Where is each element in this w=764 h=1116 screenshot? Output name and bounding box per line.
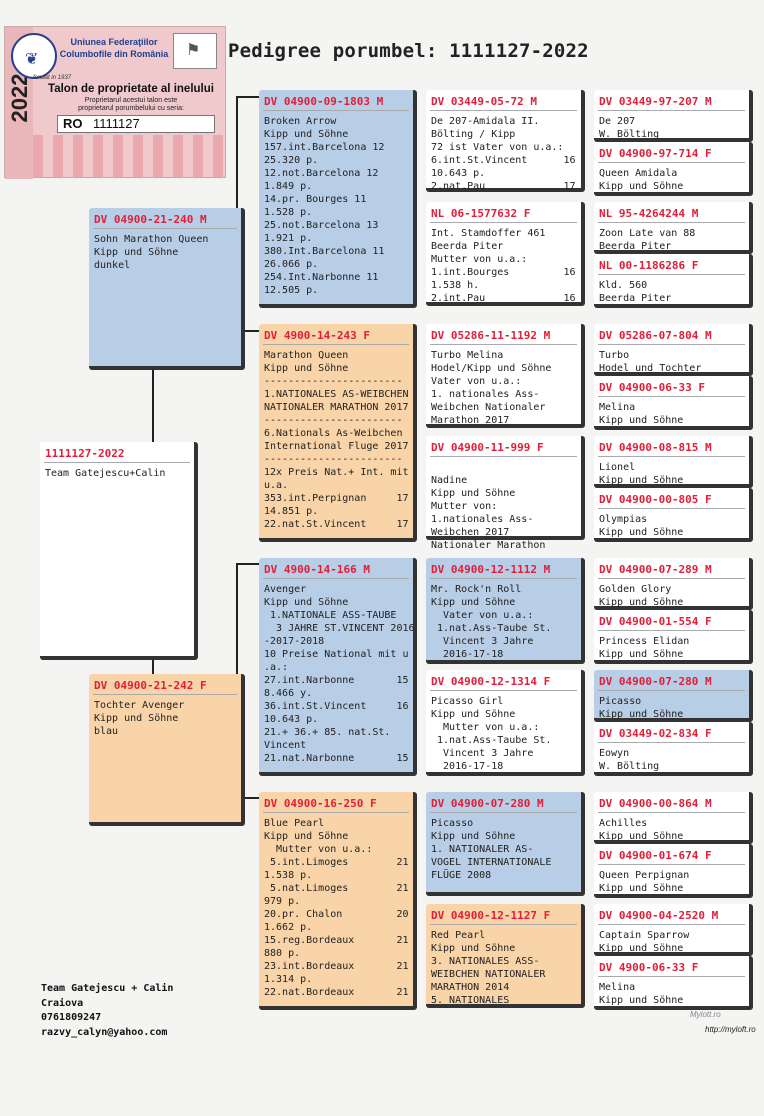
ancestor-card-g5 xyxy=(594,324,753,376)
card-body: Turbo Melina Hodel/Kipp und Söhne Vater von u.a.: 1. nationales Ass- Weibchen Nationaler Marathon 2017 xyxy=(431,350,552,426)
card-body: Avenger Kipp und Söhne 1.NATIONALE ASS-TAUBE 3 JAHRE ST.VINCENT 2016 -2017-2018 10 Preise National mit u .a.: 27.int.Narbonne 15 8.466 y. 36.int.St.Vincent 16 10.643 p. 21.+ 36.+ 85. nat.St. Vincent 21.nat.Narbonne 15 xyxy=(264,584,415,764)
ring-country-code: RO xyxy=(63,116,83,131)
card-header: DV 04900-08-815 M xyxy=(599,441,712,454)
card-body: Captain Sparrow Kipp und Söhne xyxy=(599,930,690,954)
card-body: Eowyn W. Bölting xyxy=(599,748,660,772)
owner-city: Craiova xyxy=(41,997,84,1009)
owner-email: razvy_calyn@yahoo.com xyxy=(41,1026,168,1038)
owner-info xyxy=(41,982,173,1040)
ancestor-card-g6 xyxy=(594,376,753,430)
ancestor-card-g12 xyxy=(594,722,753,776)
card-header: DV 4900-14-166 M xyxy=(264,563,370,576)
stamp-founded: fondat in 1937 xyxy=(33,75,72,81)
ancestor-card-dsd xyxy=(426,670,585,776)
card-body: Picasso Kipp und Söhne 1. NATIONALER AS- VOGEL INTERNATIONALE FLÜGE 2008 xyxy=(431,818,552,881)
card-body: Mr. Rock'n Roll Kipp und Söhne Vater von u.a.: 1.nat.Ass-Taube St. Vincent 3 Jahre 2016-17-18 xyxy=(431,584,552,660)
stamp-title: Talon de proprietate al inelului xyxy=(48,83,214,95)
card-body: Queen Amidala Kipp und Söhne xyxy=(599,168,684,192)
card-header: DV 04900-12-1112 M xyxy=(431,563,551,576)
ancestor-card-g3 xyxy=(594,202,753,254)
card-body: Princess Elidan Kipp und Söhne xyxy=(599,636,690,660)
source-url: http://myloft.ro xyxy=(705,1025,756,1034)
card-header: DV 4900-14-243 F xyxy=(264,329,370,342)
ancestor-card-ssd xyxy=(426,202,585,306)
stamp-text-line2: proprietarul porumbelului cu seria: xyxy=(78,105,184,112)
card-header: NL 06-1577632 F xyxy=(431,207,531,220)
card-body: Blue Pearl Kipp und Söhne Mutter von u.a.: 5.int.Limoges 21 1.538 p. 5.nat.Limoges 21 979 p. 20.pr. Chalon 20 1.662 p. 15.reg.Bordeaux 21 880 p. 23.int.Bordeaux 21 1.314 p. 22.nat.Bordeaux 21 xyxy=(264,818,409,998)
ancestor-card-ddd xyxy=(426,904,585,1008)
card-body: Turbo Hodel und Tochter xyxy=(599,350,702,374)
card-header: DV 04900-04-2520 M xyxy=(599,909,719,922)
card-header: DV 04900-01-554 F xyxy=(599,615,712,628)
card-body: Golden Glory Kipp und Söhne xyxy=(599,584,684,608)
ancestor-card-sdd xyxy=(426,436,585,551)
card-header: DV 04900-97-714 F xyxy=(599,147,712,160)
card-header: DV 04900-09-1803 M xyxy=(264,95,384,108)
card-header: NL 00-1186286 F xyxy=(599,259,699,272)
card-body: Melina Kipp und Söhne xyxy=(599,402,684,426)
card-body: Tochter Avenger Kipp und Söhne blau xyxy=(94,700,185,737)
owner-phone: 0761809247 xyxy=(41,1012,102,1023)
ancestor-card-g2 xyxy=(594,142,753,196)
card-header: DV 05286-07-804 M xyxy=(599,329,712,342)
owner-name: Team Gatejescu + Calin xyxy=(41,983,174,994)
card-body: Picasso Girl Kipp und Söhne Mutter von u.a.: 1.nat.Ass-Taube St. Vincent 3 Jahre 2016-17-18 xyxy=(431,696,552,772)
card-body: Broken Arrow Kipp und Söhne 157.int.Barcelona 12 25.320 p. 12.not.Barcelona 12 1.849 p. 14.pr. Bourges 11 1.528 p. 25.not.Barcelona 13 1.921 p. 380.Int.Barcelona 11 26.066 p. 254.Int.Narbonne 11 12.505 p. xyxy=(264,116,385,296)
connector xyxy=(236,563,238,676)
card-header: DV 04900-11-999 F xyxy=(431,441,544,454)
ancestor-card-dss xyxy=(426,558,585,664)
sire-dam-card xyxy=(259,324,417,542)
page-title: Pedigree porumbel: 1111127-2022 xyxy=(228,40,589,62)
stamp-pattern xyxy=(33,135,225,177)
card-body: Marathon Queen Kipp und Söhne ----------------------- 1.NATIONALES AS-WEIBCHEN NATIONALER MARATHON 2017 ----------------------- 6.Nationals As-Weibchen International Fluge 2017 ----------------------- 12x Preis Nat.+ Int. mit u.a. 353.int.Perpignan 17 14.851 p. 22.nat.St.Vincent 17 xyxy=(264,350,409,530)
dam-card xyxy=(89,674,245,826)
card-header: DV 04900-07-289 M xyxy=(599,563,712,576)
card-header: NL 95-4264244 M xyxy=(599,207,699,220)
card-header: DV 04900-00-864 M xyxy=(599,797,712,810)
ancestor-card-g10 xyxy=(594,610,753,664)
card-body: Int. Stamdoffer 461 Beerda Piter Mutter von u.a.: 1.int.Bourges 16 1.538 h. 2.int.Pau 16 xyxy=(431,228,576,304)
dove-logo-icon: ❦ xyxy=(11,33,57,79)
ring-ownership-stamp xyxy=(4,26,226,178)
card-body: Lionel Kipp und Söhne xyxy=(599,462,684,486)
card-body: Queen Perpignan Kipp und Söhne xyxy=(599,870,690,894)
card-header: DV 04900-21-240 M xyxy=(94,213,207,226)
ancestor-card-g15 xyxy=(594,904,753,956)
card-body: Red Pearl Kipp und Söhne 3. NATIONALES ASS- WEIBCHEN NATIONALER MARATHON 2014 5. NATIONALES xyxy=(431,930,546,1006)
card-header: DV 03449-05-72 M xyxy=(431,95,537,108)
card-body: Achilles Kipp und Söhne xyxy=(599,818,684,842)
ancestor-card-g1 xyxy=(594,90,753,142)
ancestor-card-g7 xyxy=(594,436,753,488)
ancestor-card-g8 xyxy=(594,488,753,542)
ancestor-card-sss xyxy=(426,90,585,192)
card-header: DV 03449-97-207 M xyxy=(599,95,712,108)
card-body: Olympias Kipp und Söhne xyxy=(599,514,684,538)
card-header: DV 04900-07-280 M xyxy=(599,675,712,688)
card-body: Team Gatejescu+Calin xyxy=(45,468,166,479)
card-body: Sohn Marathon Queen Kipp und Söhne dunkel xyxy=(94,234,209,271)
card-header: 1111127-2022 xyxy=(45,447,125,460)
card-header: DV 4900-06-33 F xyxy=(599,961,699,974)
card-header: DV 04900-00-805 F xyxy=(599,493,712,506)
sire-sire-card xyxy=(259,90,417,308)
ancestor-card-g11 xyxy=(594,670,753,722)
card-body: Picasso Kipp und Söhne xyxy=(599,696,684,720)
card-body: Melina Kipp und Söhne xyxy=(599,982,684,1006)
ancestor-card-g9 xyxy=(594,558,753,610)
card-header: DV 04900-07-280 M xyxy=(431,797,544,810)
ancestor-card-g13 xyxy=(594,792,753,844)
connector xyxy=(152,368,154,444)
card-header: DV 05286-11-1192 M xyxy=(431,329,551,342)
stamp-org-line2: Columbofile din România xyxy=(59,49,169,59)
ring-number: 1111127 xyxy=(93,116,140,131)
ancestor-card-dds xyxy=(426,792,585,896)
stamp-org-line1: Uniunea Federaţiilor xyxy=(70,37,158,47)
dam-sire-card xyxy=(259,558,417,776)
card-body: De 207 W. Bölting xyxy=(599,116,660,140)
card-header: DV 04900-12-1314 F xyxy=(431,675,551,688)
card-header: DV 04900-16-250 F xyxy=(264,797,377,810)
card-body: Zoon Late van 88 Beerda Piter xyxy=(599,228,696,252)
ancestor-card-g4 xyxy=(594,254,753,308)
card-header: DV 04900-01-674 F xyxy=(599,849,712,862)
sire-card xyxy=(89,208,245,370)
card-header: DV 04900-21-242 F xyxy=(94,679,207,692)
card-body: Kld. 560 Beerda Piter xyxy=(599,280,672,304)
card-header: DV 04900-12-1127 F xyxy=(431,909,551,922)
ancestor-card-g14 xyxy=(594,844,753,898)
subject-card xyxy=(40,442,198,660)
ancestor-card-g16 xyxy=(594,956,753,1010)
card-header: DV 04900-06-33 F xyxy=(599,381,705,394)
federation-emblem-icon: ⚑ xyxy=(173,33,217,69)
signature: Mylott.ro xyxy=(690,1010,721,1019)
card-header: DV 03449-02-834 F xyxy=(599,727,712,740)
card-body: De 207-Amidala II. Bölting / Kipp 72 ist Vater von u.a.: 6.int.St.Vincent 16 10.643 p. 2.nat.Pau 17 xyxy=(431,116,576,192)
dam-dam-card xyxy=(259,792,417,1010)
card-body: Nadine Kipp und Söhne Mutter von: 1.nationales Ass- Weibchen 2017 Nationaler Marathon xyxy=(431,475,546,551)
ancestor-card-sds xyxy=(426,324,585,428)
stamp-year: 2022 xyxy=(7,73,32,123)
connector xyxy=(236,96,238,210)
stamp-text-line1: Proprietarul acestui talon este xyxy=(84,97,178,104)
